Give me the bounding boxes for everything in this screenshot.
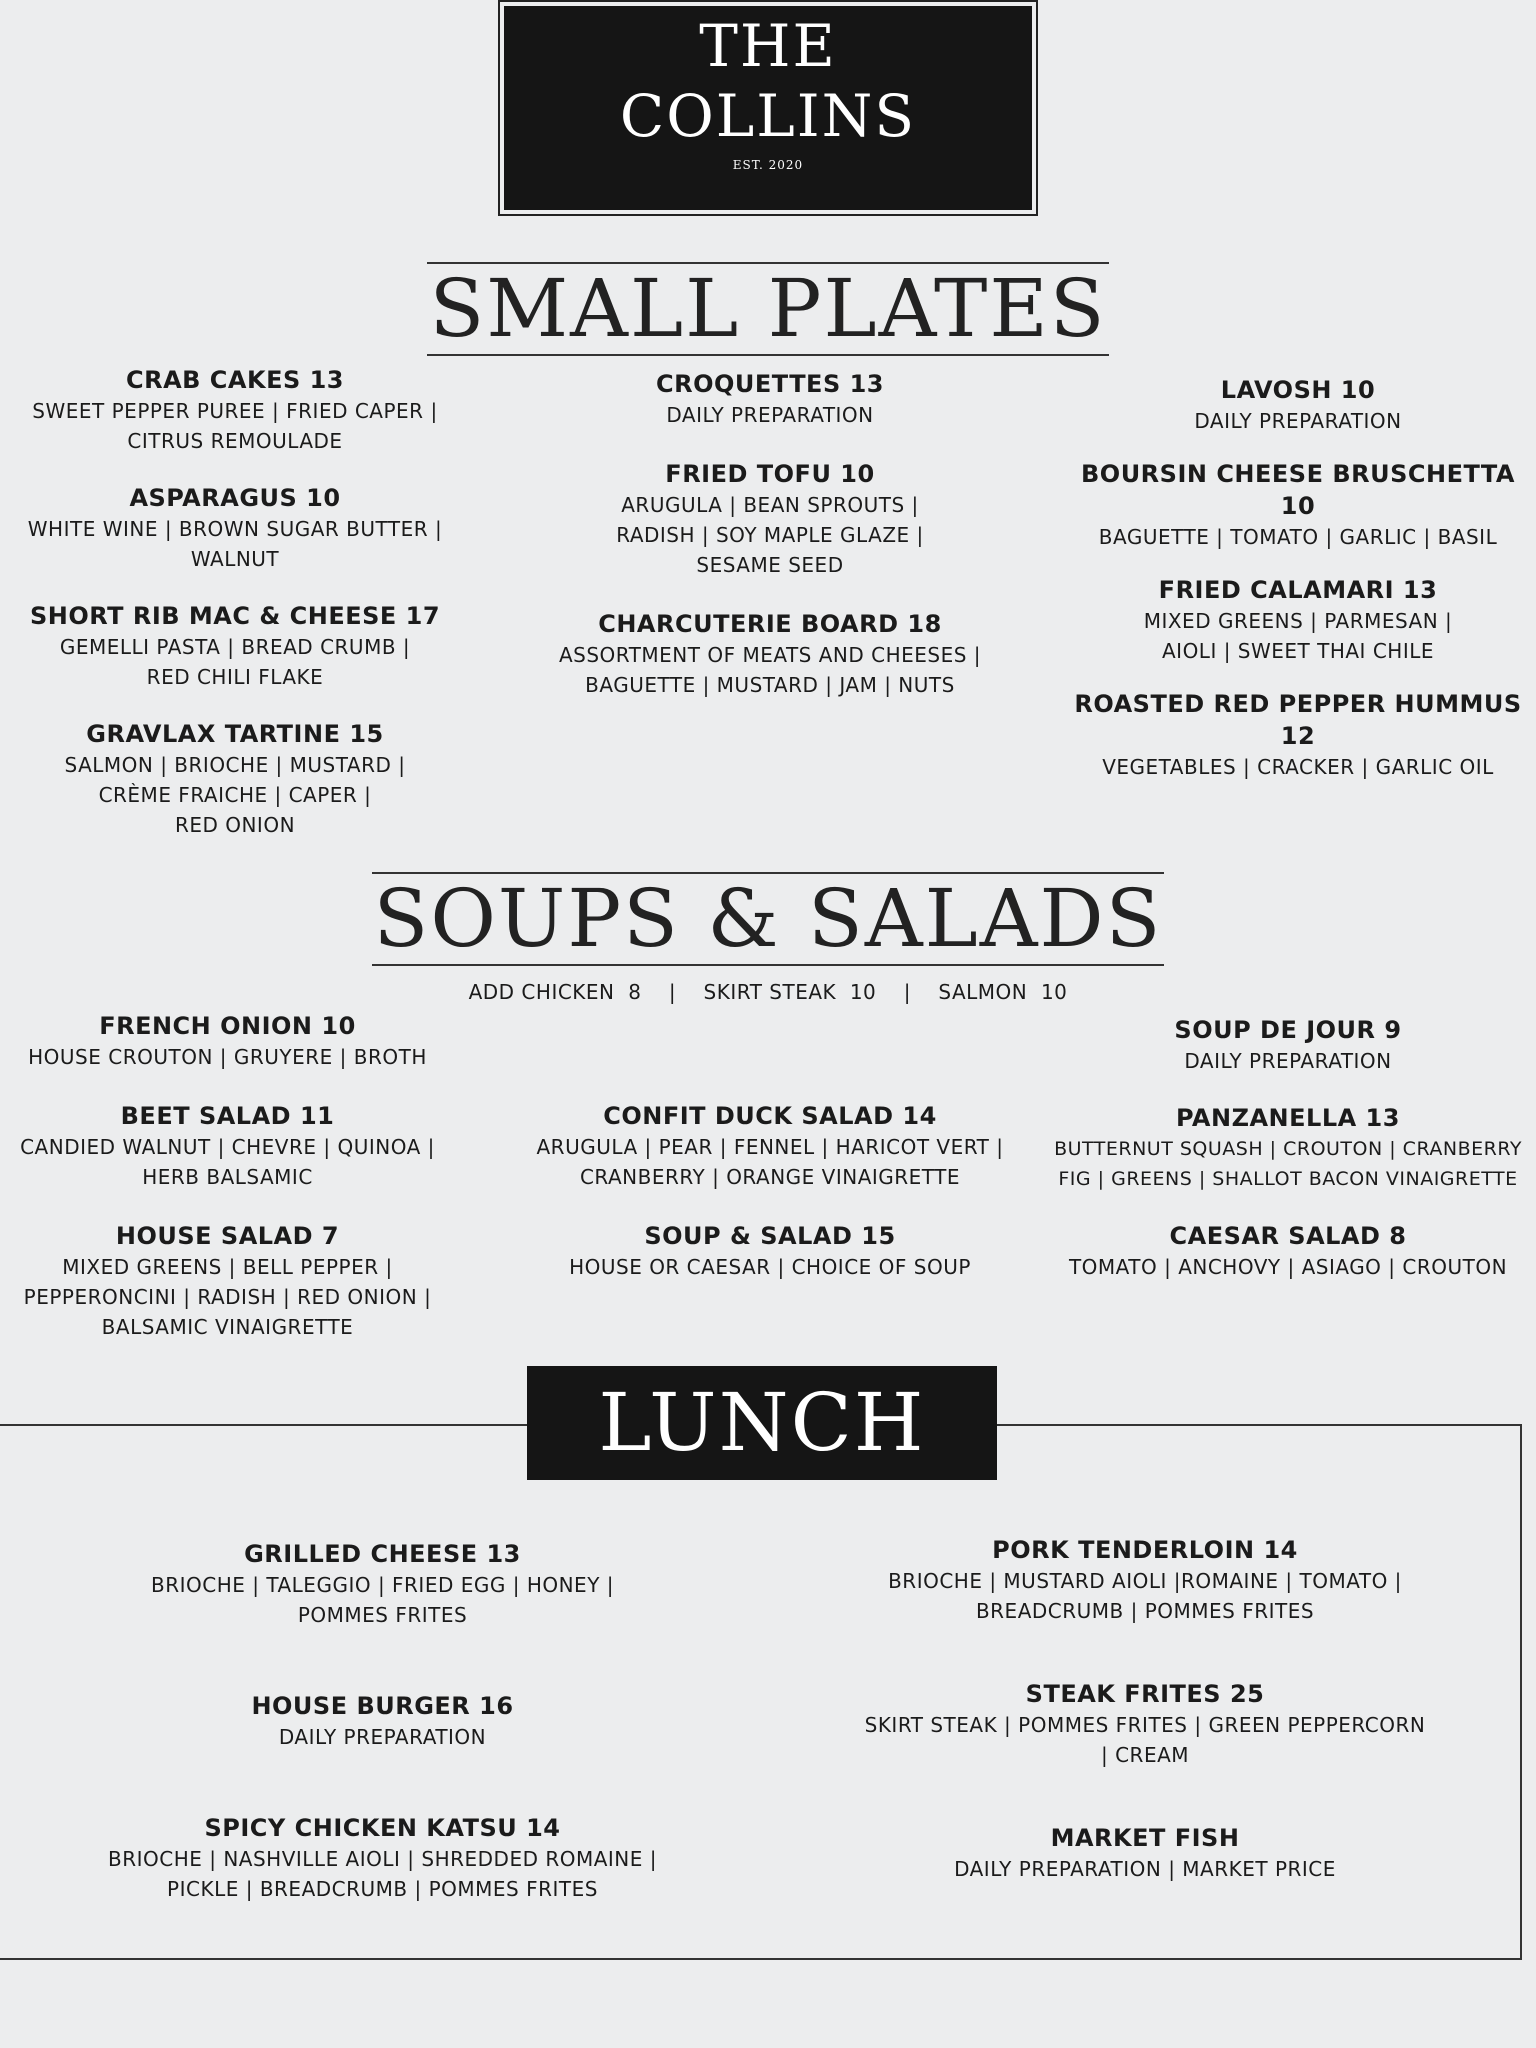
menu-item [840, 1534, 1450, 1626]
lunch-column-1 [70, 1538, 695, 1938]
menu-item-name: ROASTED RED PEPPER HUMMUS 12 [1074, 690, 1522, 750]
menu-item [1070, 574, 1526, 666]
menu-item-desc: DAILY PREPARATION [278, 1725, 487, 1749]
menu-item [1040, 1220, 1536, 1282]
menu-item-name: CAESAR SALAD 8 [1169, 1222, 1407, 1250]
small-plates-column-3 [1070, 374, 1526, 816]
restaurant-logo [498, 0, 1038, 216]
menu-item [510, 1100, 1030, 1192]
menu-item-desc: ASSORTMENT OF MEATS AND CHEESES | BAGUETTE | MUSTARD | JAM | NUTS [558, 643, 982, 697]
menu-item-desc: CANDIED WALNUT | CHEVRE | QUINOA | HERB BALSAMIC [20, 1135, 435, 1189]
menu-item-desc: WHITE WINE | BROWN SUGAR BUTTER | WALNUT [27, 517, 443, 571]
menu-item [530, 368, 1010, 430]
menu-item [20, 364, 450, 456]
menu-item [530, 608, 1010, 700]
menu-item [1070, 458, 1526, 552]
menu-item-desc: DAILY PREPARATION | MARKET PRICE [954, 1857, 1336, 1881]
menu-item-desc: HOUSE OR CAESAR | CHOICE OF SOUP [569, 1255, 971, 1279]
menu-item [1040, 1014, 1536, 1076]
menu-item-name: HOUSE BURGER 16 [251, 1692, 514, 1720]
menu-item-name: GRAVLAX TARTINE 15 [86, 720, 384, 748]
menu-item [70, 1538, 695, 1630]
menu-item [510, 1220, 1030, 1282]
menu-item-name: BEET SALAD 11 [120, 1102, 335, 1130]
soups-salads-column-3 [1040, 1014, 1536, 1316]
small-plates-title: SMALL PLATES [429, 262, 1107, 355]
menu-item-desc: TOMATO | ANCHOVY | ASIAGO | CROUTON [1068, 1255, 1508, 1279]
lunch-title: LUNCH [527, 1366, 997, 1480]
menu-item [0, 1100, 455, 1192]
logo-established: EST. 2020 [732, 158, 804, 172]
soups-salads-column-2 [510, 1100, 1030, 1316]
menu-item-name: MARKET FISH [1050, 1824, 1240, 1852]
small-plates-heading [0, 262, 1536, 356]
add-protein-options: ADD CHICKEN 8 | SKIRT STEAK 10 | SALMON 10 [468, 980, 1068, 1004]
menu-item-desc: BAGUETTE | TOMATO | GARLIC | BASIL [1098, 525, 1498, 549]
menu-item-name: LAVOSH 10 [1220, 376, 1376, 404]
menu-item-desc: BRIOCHE | MUSTARD AIOLI |ROMAINE | TOMATO | BREADCRUMB | POMMES FRITES [888, 1569, 1402, 1623]
menu-item [70, 1812, 695, 1904]
menu-item-name: STEAK FRITES 25 [1025, 1680, 1265, 1708]
menu-item-name: PORK TENDERLOIN 14 [992, 1536, 1298, 1564]
menu-item-name: CRAB CAKES 13 [125, 366, 345, 394]
menu-item-name: CHARCUTERIE BOARD 18 [598, 610, 942, 638]
menu-item-name: CONFIT DUCK SALAD 14 [603, 1102, 937, 1130]
menu-item [1040, 1102, 1536, 1194]
menu-item-desc: BRIOCHE | TALEGGIO | FRIED EGG | HONEY | POMMES FRITES [150, 1573, 615, 1627]
menu-item-name: BOURSIN CHEESE BRUSCHETTA 10 [1081, 460, 1515, 520]
menu-item [1070, 374, 1526, 436]
menu-item-desc: DAILY PREPARATION [1184, 1049, 1392, 1073]
menu-item-desc: BRIOCHE | NASHVILLE AIOLI | SHREDDED ROMAINE | PICKLE | BREADCRUMB | POMMES FRITES [107, 1847, 658, 1901]
menu-item-name: SOUP DE JOUR 9 [1174, 1016, 1402, 1044]
menu-item-desc: SALMON | BRIOCHE | MUSTARD | CRÈME FRAICHE | CAPER | RED ONION [64, 753, 406, 837]
menu-item-desc: SKIRT STEAK | POMMES FRITES | GREEN PEPPERCORN | CREAM [864, 1713, 1426, 1767]
menu-item-desc: BUTTERNUT SQUASH | CROUTON | CRANBERRY FIG | GREENS | SHALLOT BACON VINAIGRETTE [1054, 1138, 1522, 1190]
small-plates-column-1 [20, 364, 450, 874]
menu-item-desc: SWEET PEPPER PUREE | FRIED CAPER | CITRUS REMOULADE [32, 399, 438, 453]
lunch-column-2 [840, 1534, 1450, 1918]
menu-item-desc: ARUGULA | BEAN SPROUTS | RADISH | SOY MAPLE GLAZE | SESAME SEED [616, 493, 924, 577]
menu-item-desc: ARUGULA | PEAR | FENNEL | HARICOT VERT | CRANBERRY | ORANGE VINAIGRETTE [536, 1135, 1004, 1189]
small-plates-column-2 [530, 368, 1010, 734]
menu-item-name: ASPARAGUS 10 [129, 484, 341, 512]
menu-item [0, 1220, 455, 1342]
menu-item-name: SPICY CHICKEN KATSU 14 [204, 1814, 561, 1842]
menu-item-name: FRIED CALAMARI 13 [1158, 576, 1438, 604]
menu-item-desc: MIXED GREENS | PARMESAN | AIOLI | SWEET THAI CHILE [1143, 609, 1453, 663]
menu-item-desc: DAILY PREPARATION [666, 403, 874, 427]
menu-item-desc: MIXED GREENS | BELL PEPPER | PEPPERONCINI | RADISH | RED ONION | BALSAMIC VINAIGRETTE [23, 1255, 432, 1339]
soups-salads-title: SOUPS & SALADS [373, 872, 1163, 965]
soups-salads-column-1 [0, 1010, 455, 1376]
menu-item-desc: DAILY PREPARATION [1194, 409, 1402, 433]
menu-item-name: CROQUETTES 13 [655, 370, 884, 398]
menu-item [20, 600, 450, 692]
logo-title-line2: COLLINS [619, 82, 917, 150]
menu-item [20, 718, 450, 840]
menu-item [20, 482, 450, 574]
menu-item-desc: HOUSE CROUTON | GRUYERE | BROTH [28, 1045, 427, 1069]
menu-item-name: GRILLED CHEESE 13 [244, 1540, 521, 1568]
menu-item-name: FRIED TOFU 10 [665, 460, 875, 488]
menu-item [840, 1822, 1450, 1884]
menu-item [530, 458, 1010, 580]
menu-item-name: SHORT RIB MAC & CHEESE 17 [29, 602, 441, 630]
menu-item-name: FRENCH ONION 10 [99, 1012, 356, 1040]
menu-item-desc: VEGETABLES | CRACKER | GARLIC OIL [1102, 755, 1494, 779]
menu-item [70, 1690, 695, 1752]
menu-item-name: HOUSE SALAD 7 [115, 1222, 340, 1250]
menu-item [1070, 688, 1526, 782]
logo-title-line1: THE [699, 12, 837, 80]
menu-item [840, 1678, 1450, 1770]
menu-item-desc: GEMELLI PASTA | BREAD CRUMB | RED CHILI FLAKE [59, 635, 411, 689]
soups-salads-heading [0, 872, 1536, 966]
menu-item [0, 1010, 455, 1072]
menu-item-name: PANZANELLA 13 [1176, 1104, 1400, 1132]
menu-item-name: SOUP & SALAD 15 [644, 1222, 896, 1250]
